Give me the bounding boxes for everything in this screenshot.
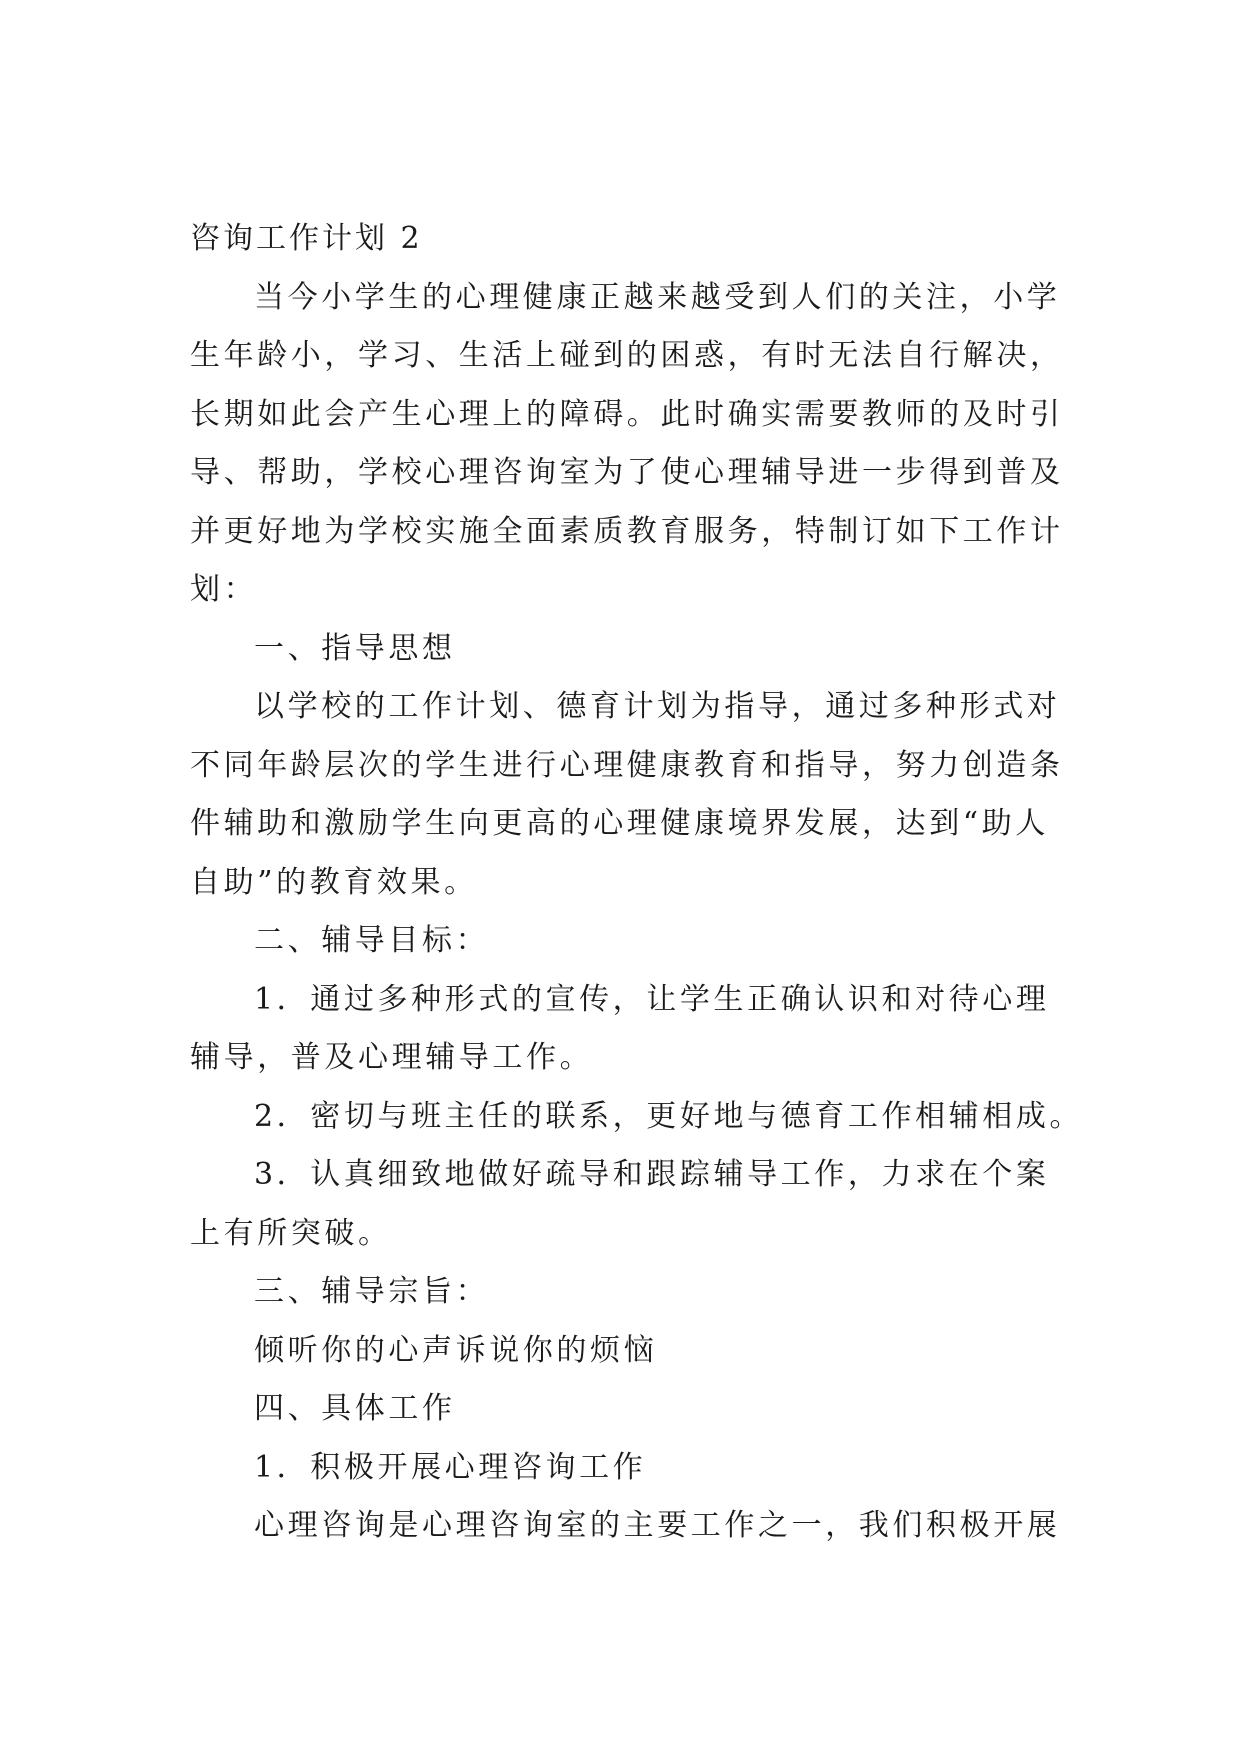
intro-line: 划： xyxy=(190,572,258,607)
section-heading-guiding-ideology: 一、指导思想 xyxy=(254,630,456,666)
document-page xyxy=(190,210,1084,1556)
intro-line: 当今小学生的心理健康正越来越受到人们的关注，小学 xyxy=(254,279,1061,315)
section1-line: 自助”的教育效果。 xyxy=(190,864,478,900)
section-heading-specific-work: 四、具体工作 xyxy=(254,1391,456,1426)
intro-line: 生年龄小，学习、生活上碰到的困惑，有时无法自行解决， xyxy=(190,338,1064,373)
intro-line: 导、帮助，学校心理咨询室为了使心理辅导进一步得到普及 xyxy=(190,455,1064,490)
section1-line: 件辅助和激励学生向更高的心理健康境界发展，达到“助人 xyxy=(190,806,1049,841)
goal-item-2: 2．密切与班主任的联系，更好地与德育工作相辅相成。 xyxy=(254,1098,1084,1134)
goal-item-3-continued: 上有所突破。 xyxy=(190,1215,392,1251)
goal-item-1: 1．通过多种形式的宣传，让学生正确认识和对待心理 xyxy=(254,981,1050,1017)
section-heading-goals: 二、辅导目标： xyxy=(254,923,490,958)
goal-item-1-continued: 辅导，普及心理辅导工作。 xyxy=(190,1040,594,1075)
purpose-motto: 倾听你的心声诉说你的烦恼 xyxy=(254,1332,658,1368)
intro-line: 长期如此会产生心理上的障碍。此时确实需要教师的及时引 xyxy=(190,396,1064,432)
intro-line: 并更好地为学校实施全面素质教育服务，特制订如下工作计 xyxy=(190,513,1064,549)
section1-line: 不同年龄层次的学生进行心理健康教育和指导，努力创造条 xyxy=(190,747,1064,783)
section1-line: 以学校的工作计划、德育计划为指导，通过多种形式对 xyxy=(254,689,1061,724)
work-paragraph-line: 心理咨询是心理咨询室的主要工作之一，我们积极开展 xyxy=(254,1508,1061,1543)
section-heading-purpose: 三、辅导宗旨： xyxy=(254,1274,490,1309)
goal-item-3: 3．认真细致地做好疏导和跟踪辅导工作，力求在个案 xyxy=(254,1157,1050,1192)
work-subheading-1: 1．积极开展心理咨询工作 xyxy=(254,1449,647,1485)
document-title: 咨询工作计划 2 xyxy=(190,221,423,256)
